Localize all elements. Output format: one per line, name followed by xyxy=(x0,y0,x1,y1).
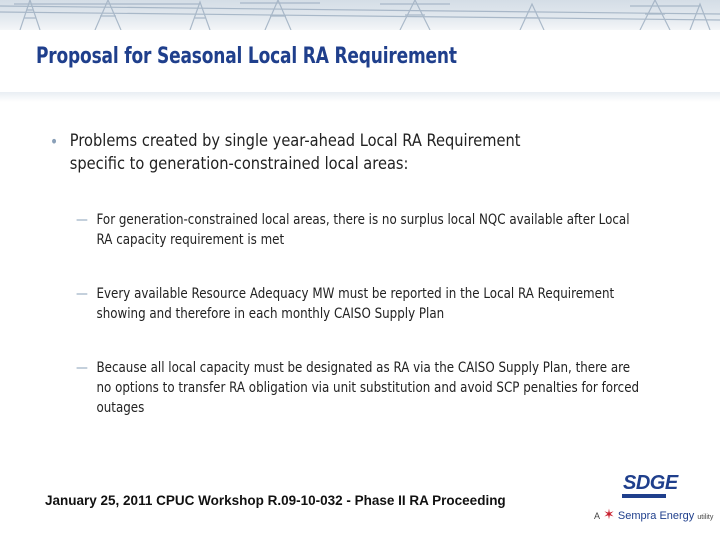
main-bullet-text: Problems created by single year-ahead Local RA Requirement specific to generation-constrained local areas: xyxy=(69,131,521,174)
sub-bullet-text: For generation-constrained local areas, there is no surplus local NQC available after Local RA capacity requirement is met xyxy=(96,212,630,248)
sdge-logo xyxy=(594,470,716,528)
bullet-dot: • xyxy=(50,132,59,151)
sdge-underline xyxy=(622,494,666,498)
main-bullet xyxy=(50,130,566,176)
title-divider xyxy=(0,92,720,102)
header-banner-transmission-towers xyxy=(0,0,720,30)
sempra-name: Sempra Energy xyxy=(617,510,695,522)
sdge-wordmark: SDGE xyxy=(623,472,678,494)
bullet-dash: — xyxy=(76,286,88,302)
transmission-towers-icon xyxy=(0,0,720,30)
sub-bullet xyxy=(76,284,642,324)
footer-caption: January 25, 2011 CPUC Workshop R.09-10-032 - Phase II RA Proceeding xyxy=(45,493,506,508)
sub-bullet-text: Every available Resource Adequacy MW must be reported in the Local RA Requirement showing and therefore in each monthly CAISO Supply Plan xyxy=(96,286,615,322)
sub-bullet xyxy=(76,210,642,250)
sub-bullet xyxy=(76,358,642,418)
tagline-suffix: utility xyxy=(697,514,714,521)
tagline-prefix: A xyxy=(594,511,601,521)
bullet-dash: — xyxy=(76,212,88,228)
slide-title: Proposal for Seasonal Local RA Requirement xyxy=(36,44,457,69)
bullet-dash: — xyxy=(76,360,88,376)
sempra-star-icon: ✶ xyxy=(603,506,615,522)
sempra-tagline xyxy=(594,506,713,523)
sub-bullet-text: Because all local capacity must be designated as RA via the CAISO Supply Plan, there are no options to transfer RA obligation via unit substitution and avoid SCP penalties for forced outages xyxy=(96,360,640,416)
